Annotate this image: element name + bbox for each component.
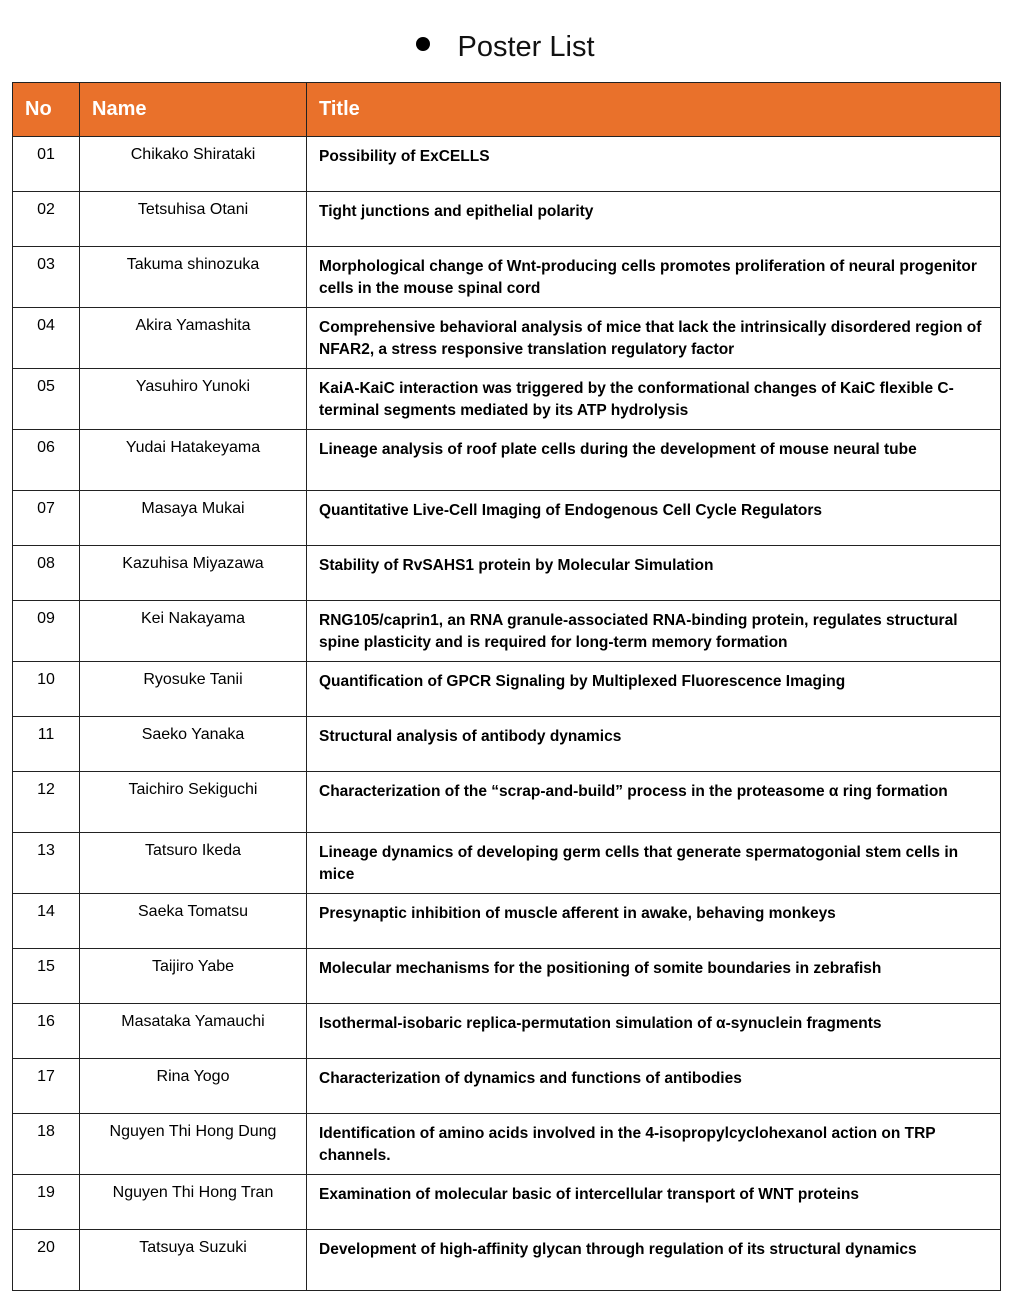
presenter-name: Akira Yamashita	[80, 308, 307, 369]
presenter-name: Rina Yogo	[80, 1059, 307, 1114]
poster-title: RNG105/caprin1, an RNA granule-associated RNA-binding protein, regulates structural spine plasticity and is required for long-term memory formation	[307, 601, 1001, 662]
table-row	[13, 949, 1001, 1004]
column-header-no: No	[13, 83, 80, 137]
table-row	[13, 1175, 1001, 1230]
poster-title: Presynaptic inhibition of muscle afferent in awake, behaving monkeys	[307, 894, 1001, 949]
poster-title: Isothermal-isobaric replica-permutation simulation of α-synuclein fragments	[307, 1004, 1001, 1059]
presenter-name: Nguyen Thi Hong Tran	[80, 1175, 307, 1230]
presenter-name: Nguyen Thi Hong Dung	[80, 1114, 307, 1175]
poster-number: 08	[13, 546, 80, 601]
poster-table	[12, 82, 1001, 1291]
poster-title: Development of high-affinity glycan through regulation of its structural dynamics	[307, 1230, 1001, 1291]
poster-title: Characterization of the “scrap-and-build” process in the proteasome α ring formation	[307, 772, 1001, 833]
table-row	[13, 137, 1001, 192]
poster-number: 20	[13, 1230, 80, 1291]
poster-title: Identification of amino acids involved in the 4-isopropylcyclohexanol action on TRP channels.	[307, 1114, 1001, 1175]
presenter-name: Kazuhisa Miyazawa	[80, 546, 307, 601]
poster-title: Characterization of dynamics and functions of antibodies	[307, 1059, 1001, 1114]
poster-number: 01	[13, 137, 80, 192]
table-row	[13, 308, 1001, 369]
poster-number: 03	[13, 247, 80, 308]
presenter-name: Taijiro Yabe	[80, 949, 307, 1004]
table-row	[13, 1114, 1001, 1175]
presenter-name: Takuma shinozuka	[80, 247, 307, 308]
poster-title: Stability of RvSAHS1 protein by Molecular Simulation	[307, 546, 1001, 601]
header-row	[13, 83, 1001, 137]
table-row	[13, 662, 1001, 717]
presenter-name: Tetsuhisa Otani	[80, 192, 307, 247]
poster-number: 17	[13, 1059, 80, 1114]
presenter-name: Kei Nakayama	[80, 601, 307, 662]
poster-title: Possibility of ExCELLS	[307, 137, 1001, 192]
poster-title: Comprehensive behavioral analysis of mice that lack the intrinsically disordered region of NFAR2, a stress responsive translation regulatory factor	[307, 308, 1001, 369]
poster-title: Lineage dynamics of developing germ cells that generate spermatogonial stem cells in mice	[307, 833, 1001, 894]
table-row	[13, 192, 1001, 247]
poster-number: 06	[13, 430, 80, 491]
table-row	[13, 369, 1001, 430]
presenter-name: Masaya Mukai	[80, 491, 307, 546]
poster-number: 14	[13, 894, 80, 949]
table-row	[13, 894, 1001, 949]
table-row	[13, 491, 1001, 546]
poster-title: Tight junctions and epithelial polarity	[307, 192, 1001, 247]
poster-title: Quantitative Live-Cell Imaging of Endogenous Cell Cycle Regulators	[307, 491, 1001, 546]
table-row	[13, 1059, 1001, 1114]
table-row	[13, 717, 1001, 772]
poster-number: 09	[13, 601, 80, 662]
bullet-icon	[416, 37, 430, 51]
poster-number: 19	[13, 1175, 80, 1230]
column-header-name: Name	[80, 83, 307, 137]
table-row	[13, 1004, 1001, 1059]
presenter-name: Masataka Yamauchi	[80, 1004, 307, 1059]
poster-number: 13	[13, 833, 80, 894]
presenter-name: Saeko Yanaka	[80, 717, 307, 772]
page-title: Poster List	[457, 31, 595, 64]
poster-title: Structural analysis of antibody dynamics	[307, 717, 1001, 772]
table-row	[13, 247, 1001, 308]
poster-number: 15	[13, 949, 80, 1004]
column-header-title: Title	[307, 83, 1001, 137]
poster-number: 11	[13, 717, 80, 772]
table-row	[13, 430, 1001, 491]
poster-number: 05	[13, 369, 80, 430]
presenter-name: Saeka Tomatsu	[80, 894, 307, 949]
presenter-name: Taichiro Sekiguchi	[80, 772, 307, 833]
poster-title: Lineage analysis of roof plate cells during the development of mouse neural tube	[307, 430, 1001, 491]
presenter-name: Ryosuke Tanii	[80, 662, 307, 717]
poster-number: 10	[13, 662, 80, 717]
poster-number: 18	[13, 1114, 80, 1175]
table-row	[13, 772, 1001, 833]
presenter-name: Yudai Hatakeyama	[80, 430, 307, 491]
poster-title: KaiA-KaiC interaction was triggered by the conformational changes of KaiC flexible C-terminal segments mediated by its ATP hydrolysis	[307, 369, 1001, 430]
presenter-name: Tatsuya Suzuki	[80, 1230, 307, 1291]
table-row	[13, 546, 1001, 601]
presenter-name: Yasuhiro Yunoki	[80, 369, 307, 430]
poster-number: 16	[13, 1004, 80, 1059]
poster-title: Molecular mechanisms for the positioning of somite boundaries in zebrafish	[307, 949, 1001, 1004]
table-row	[13, 601, 1001, 662]
page-heading	[0, 24, 1010, 69]
poster-number: 12	[13, 772, 80, 833]
poster-title: Morphological change of Wnt-producing cells promotes proliferation of neural progenitor cells in the mouse spinal cord	[307, 247, 1001, 308]
presenter-name: Chikako Shirataki	[80, 137, 307, 192]
poster-number: 07	[13, 491, 80, 546]
poster-title: Examination of molecular basic of intercellular transport of WNT proteins	[307, 1175, 1001, 1230]
poster-number: 02	[13, 192, 80, 247]
poster-title: Quantification of GPCR Signaling by Multiplexed Fluorescence Imaging	[307, 662, 1001, 717]
poster-number: 04	[13, 308, 80, 369]
presenter-name: Tatsuro Ikeda	[80, 833, 307, 894]
table-row	[13, 1230, 1001, 1291]
table-row	[13, 833, 1001, 894]
